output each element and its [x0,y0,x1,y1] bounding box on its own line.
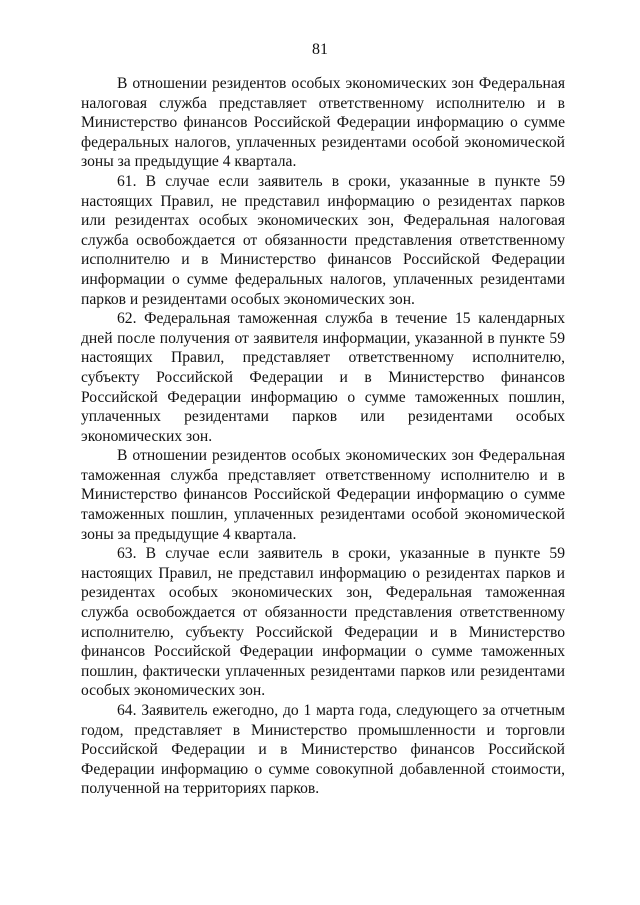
document-body [81,74,565,799]
paragraph-64: 64. Заявитель ежегодно, до 1 марта года, следующего за отчетным годом, представляет в Министерство промышленности и торговли Российской Федерации и в Министерство финансов Российской Федерации информацию о сумме совокупной добавленной стоимости, полученной на территориях парков. [81,702,565,798]
paragraph-62: 62. Федеральная таможенная служба в течение 15 календарных дней после получения от заявителя информации, указанной в пункте 59 настоящих Правил, представляет ответственному исполнителю, субъекту Российской Федерации и в Министерство финансов Российской Федерации информацию о сумме таможенных пошлин, уплаченных резидентами парков или резидентами особых экономических зон. [81,310,565,445]
paragraph-sez-customs-info: В отношении резидентов особых экономических зон Федеральная таможенная служба представляет ответственному исполнителю и в Министерство финансов Российской Федерации информацию о сумме таможенных пошлин, уплаченных резидентами особой экономической зоны за предыдущие 4 квартала. [81,447,565,543]
page-number: 81 [312,41,328,58]
paragraph-63: 63. В случае если заявитель в сроки, указанные в пункте 59 настоящих Правил, не представил информацию о резидентах парков и резидентах особых экономических зон, Федеральная таможенная служба освобождается от обязанности представления ответственному исполнителю, субъекту Российской Федерации и в Министерство финансов Российской Федерации информации о сумме таможенных пошлин, фактически уплаченных резидентами парков или резидентами особых экономических зон. [81,545,565,700]
paragraph-sez-tax-info: В отношении резидентов особых экономических зон Федеральная налоговая служба представляет ответственному исполнителю и в Министерство финансов Российской Федерации информацию о сумме федеральных налогов, уплаченных резидентами особой экономической зоны за предыдущие 4 квартала. [81,75,565,171]
paragraph-61: 61. В случае если заявитель в сроки, указанные в пункте 59 настоящих Правил, не представил информацию о резидентах парков или резидентах особых экономических зон, Федеральная налоговая служба освобождается от обязанности представления ответственному исполнителю и в Министерство финансов Российской Федерации информации о сумме федеральных налогов, уплаченных резидентами парков и резидентами особых экономических зон. [81,172,565,308]
